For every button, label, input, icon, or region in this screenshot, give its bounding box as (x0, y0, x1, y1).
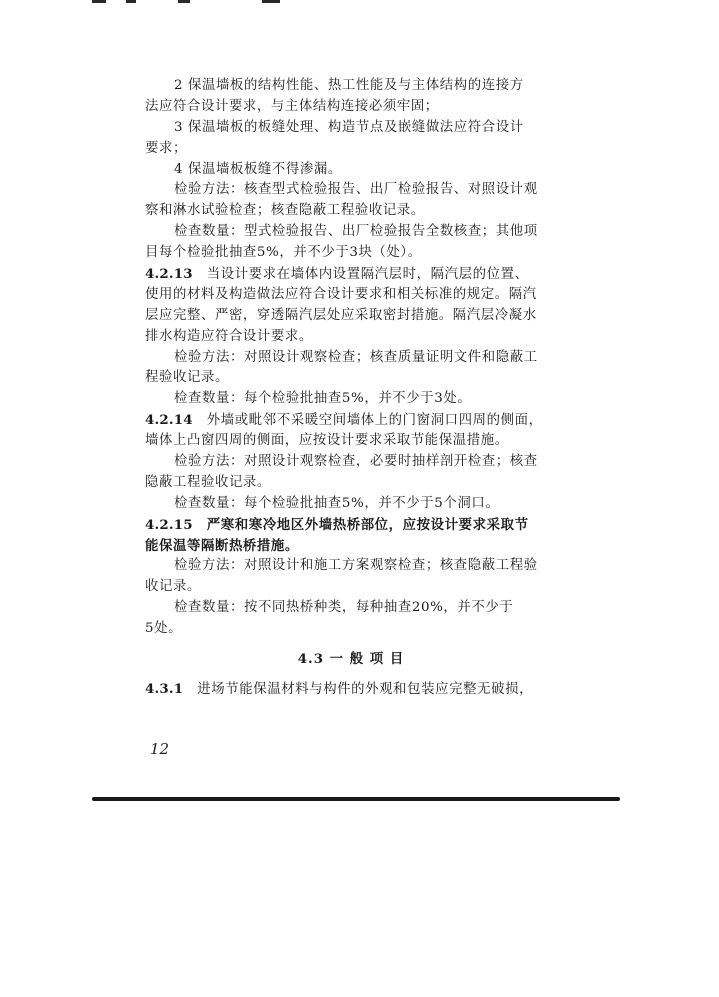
paragraph-line: 程验收记录。 (145, 370, 229, 386)
paragraph-line: 5处。 (145, 621, 183, 637)
clause-number: 4.3.1 (145, 680, 184, 697)
page-number: 12 (150, 740, 170, 758)
document-body (145, 76, 557, 700)
paragraph-line: 检验方法：对照设计观察检查；核查质量证明文件和隐蔽工 (174, 349, 538, 365)
paragraph-line: 检查数量：型式检验报告、出厂检验报告全数核查；其他项 (174, 224, 538, 240)
paragraph-line: 目每个检验批抽查5%，并不少于3块（处）。 (145, 245, 422, 261)
scan-mark (262, 0, 280, 3)
paragraph-line: 使用的材料及构造做法应符合设计要求和相关标准的规定。隔汽 (145, 286, 537, 302)
paragraph-line: 检查数量：每个检验批抽查5%，并不少于5个洞口。 (174, 495, 500, 511)
paragraph-spacer (145, 640, 557, 649)
clause-number: 4.2.15 (145, 516, 193, 533)
paragraph-line: 检验方法：对照设计和施工方案观察检查；核查隐蔽工程验 (174, 558, 538, 574)
paragraph-line: 检验方法：核查型式检验报告、出厂检验报告、对照设计观 (174, 182, 538, 198)
paragraph-line: 检查数量：按不同热桥种类，每种抽查20%，并不少于 (174, 600, 514, 616)
paragraph-line: 能保温等隔断热桥措施。 (145, 537, 299, 554)
clause-line (145, 679, 557, 700)
clause-text: 当设计要求在墙体内设置隔汽层时，隔汽层的位置、 (206, 267, 529, 283)
paragraph-line: 层应完整、严密，穿透隔汽层处应采取密封措施。隔汽层冷凝水 (145, 307, 537, 323)
paragraph-line: 3 保温墙板的板缝处理、构造节点及嵌缝做法应符合设计 (174, 119, 524, 135)
paragraph-line: 2 保温墙板的结构性能、热工性能及与主体结构的连接方 (174, 78, 524, 93)
paragraph-line: 要求； (145, 140, 187, 156)
clause-number: 4.2.13 (145, 266, 193, 283)
scan-mark (126, 0, 136, 3)
paragraph-line: 墙体上凸窗四周的侧面，应按设计要求采取节能保温措施。 (145, 433, 509, 449)
paragraph-line: 检查数量：每个检验批抽查5%，并不少于3处。 (174, 391, 472, 407)
scan-mark (178, 0, 190, 3)
clause-text: 进场节能保温材料与构件的外观和包装应完整无破损， (197, 681, 534, 697)
paragraph-line: 检验方法：对照设计观察检查，必要时抽样剖开检查；核查 (174, 454, 538, 470)
clause-text: 外墙或毗邻不采暖空间墙体上的门窗洞口四周的侧面， (206, 413, 543, 429)
scan-mark (92, 0, 106, 3)
section-heading: 4.3 一 般 项 目 (297, 651, 405, 668)
paragraph-line: 察和淋水试验检查；核查隐蔽工程验收记录。 (145, 203, 425, 219)
scan-top-marks (0, 0, 719, 10)
paragraph-line: 法应符合设计要求，与主体结构连接必须牢固； (145, 98, 439, 114)
paragraph-line: 排水构造应符合设计要求。 (145, 328, 313, 344)
paragraph-line: 收记录。 (145, 579, 201, 595)
clause-line (145, 410, 557, 431)
paragraph-spacer (145, 670, 557, 679)
paragraph-line: 4 保温墙板板缝不得渗漏。 (174, 161, 342, 177)
paragraph-line: 隐蔽工程验收记录。 (145, 474, 271, 490)
clause-text: 严寒和寒冷地区外墙热桥部位，应按设计要求采取节 (206, 516, 529, 533)
clause-number: 4.2.14 (145, 412, 193, 429)
bottom-rule (92, 797, 620, 801)
clause-line (145, 515, 557, 536)
clause-line (145, 264, 557, 285)
